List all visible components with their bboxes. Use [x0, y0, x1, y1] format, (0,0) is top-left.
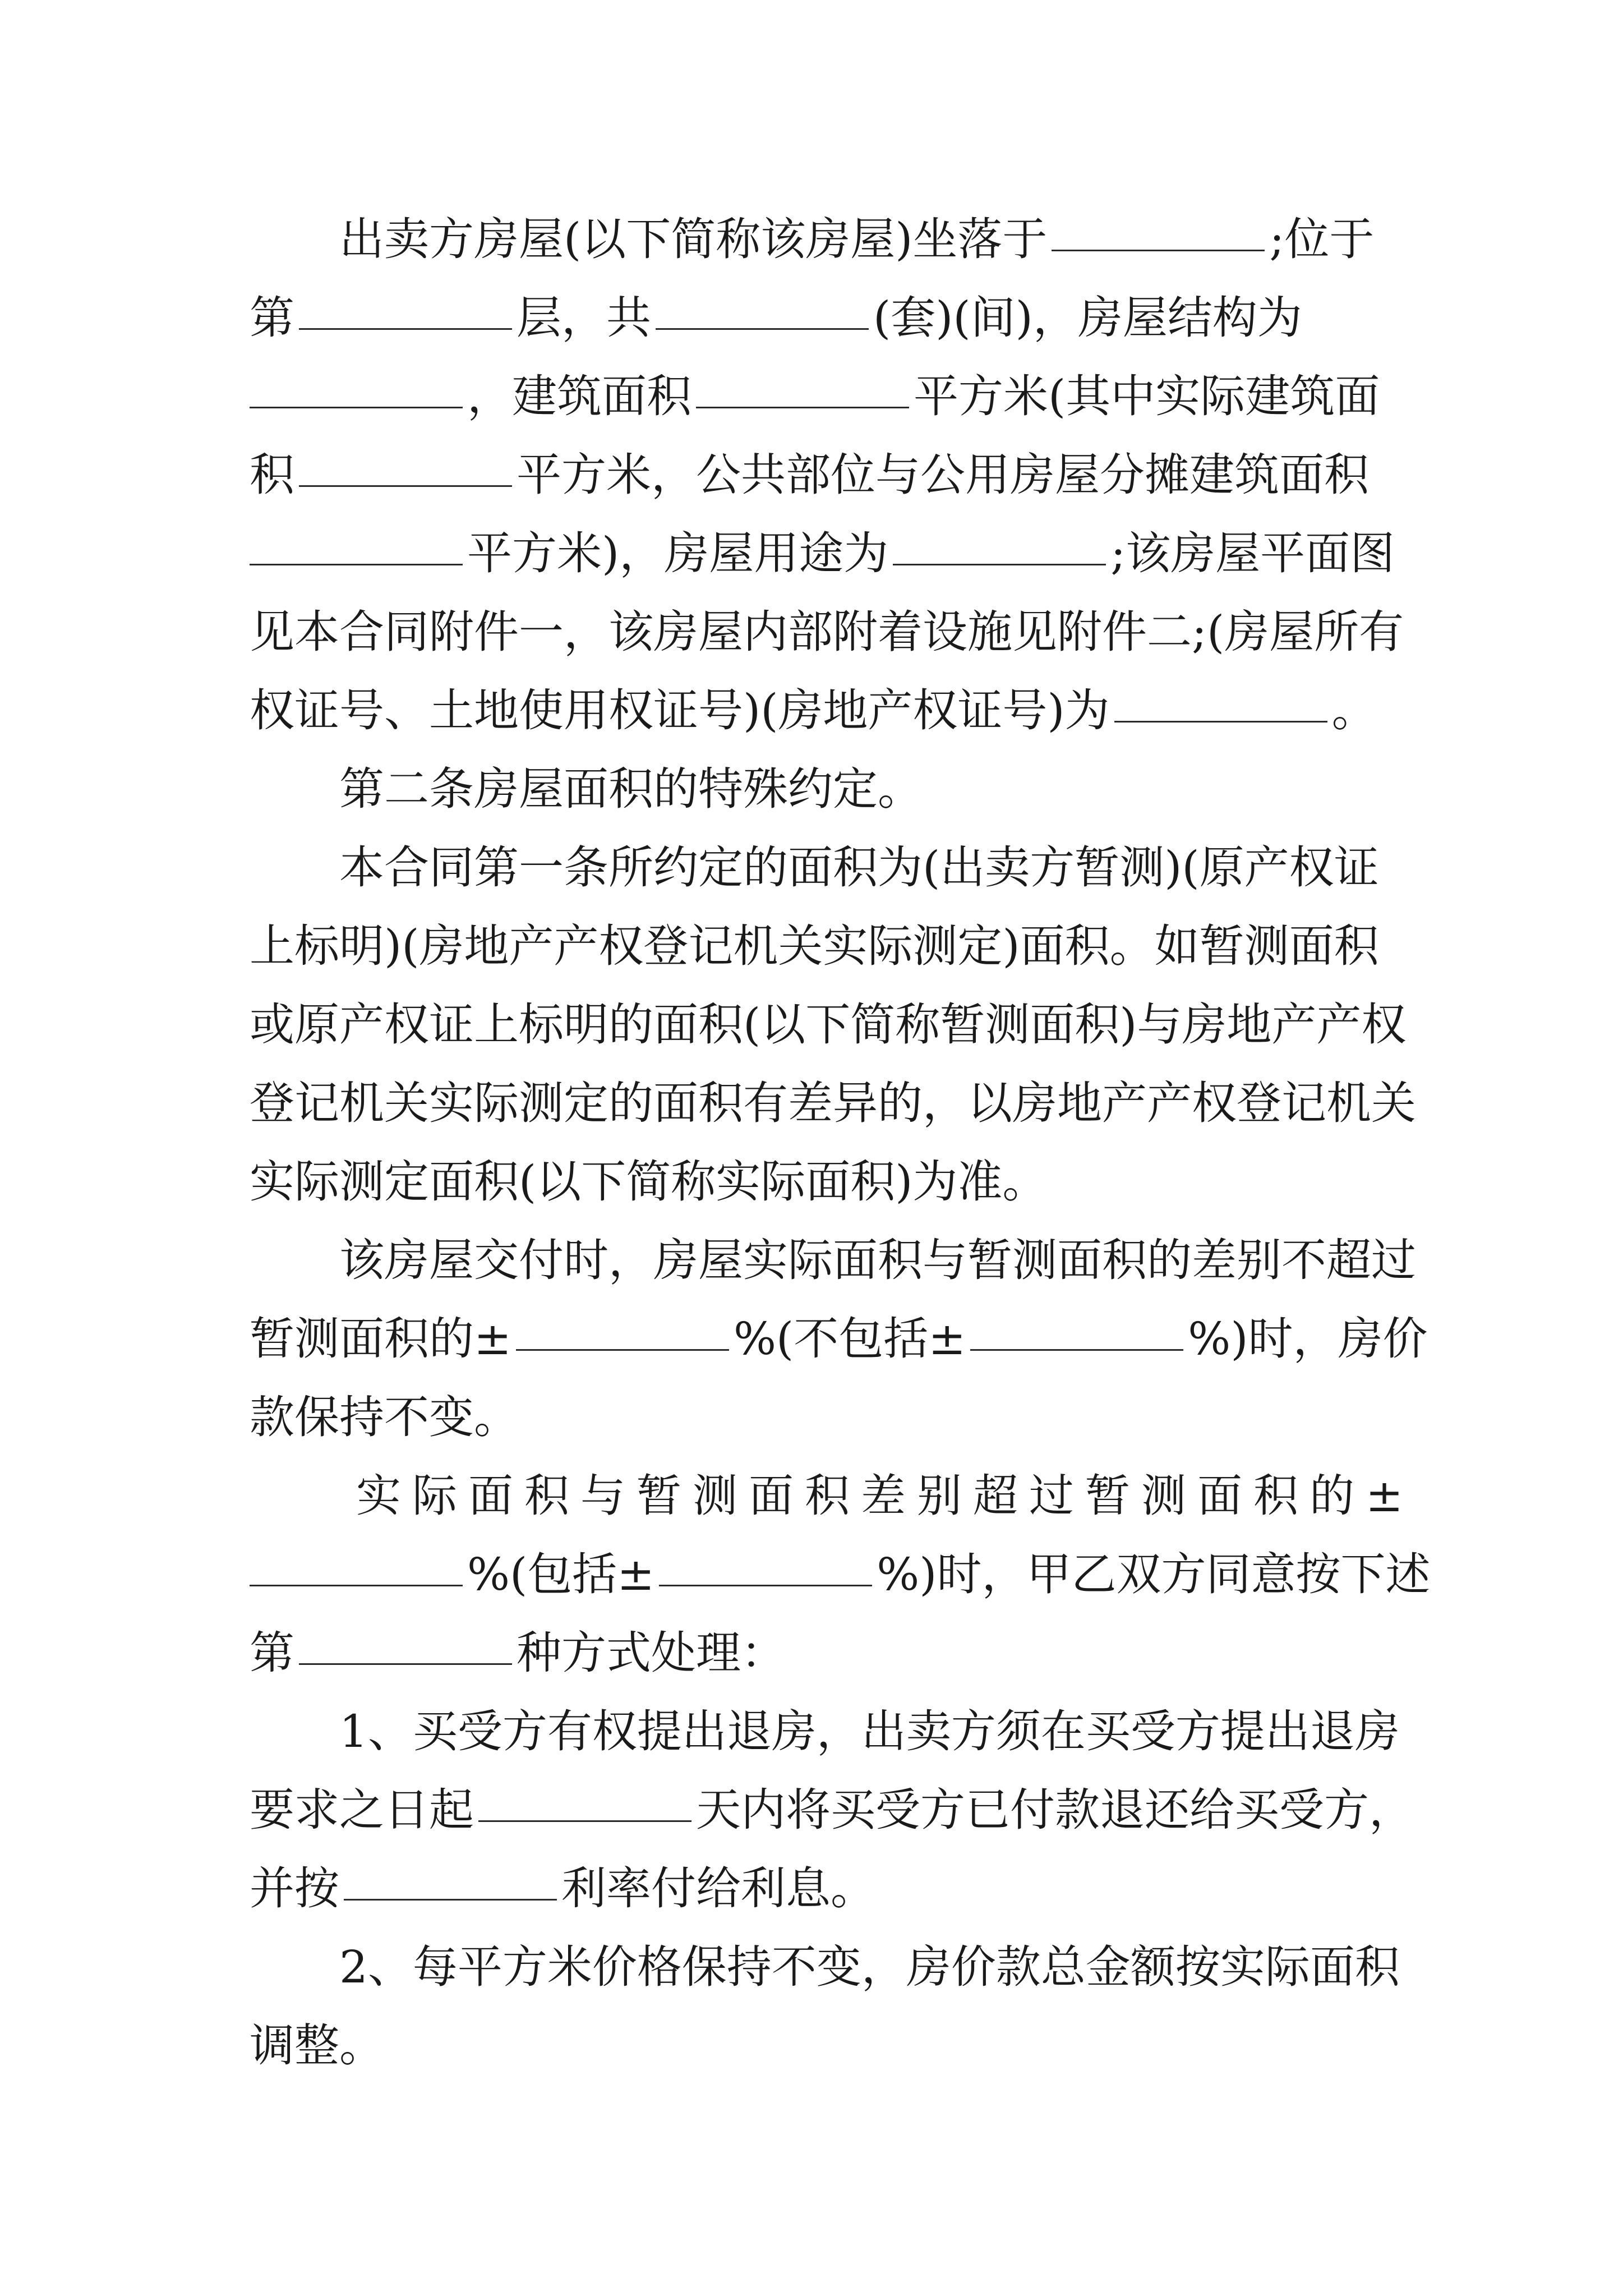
text: %)时，房价 — [1188, 1313, 1428, 1365]
text: 该房屋交付时，房屋实际面积与暂测面积的差别不超过 — [339, 1234, 1416, 1286]
fill-blank-building-area[interactable] — [696, 366, 909, 408]
p6-line-3 — [250, 1858, 1382, 1920]
text: 天内将买受方已付款退还给买受方， — [696, 1784, 1414, 1836]
text: ;位于 — [1269, 213, 1375, 265]
fill-blank-structure[interactable] — [250, 366, 463, 408]
p4-line-1 — [339, 1230, 1416, 1291]
text: 平方米)，房屋用途为 — [467, 527, 889, 579]
text: %(不包括± — [734, 1313, 966, 1365]
text: %)时，甲乙双方同意按下述 — [877, 1548, 1431, 1600]
text: 层，共 — [517, 292, 651, 344]
p1-line-6 — [250, 601, 1404, 663]
section-heading: 第二条房屋面积的特殊约定。 — [339, 763, 923, 815]
text: 上标明)(房地产产权登记机关实际测定)面积。如暂测面积 — [250, 920, 1379, 972]
text: 第 — [250, 292, 294, 344]
text: 见本合同附件一，该房屋内部附着设施见附件二;(房屋所有 — [250, 606, 1404, 658]
fill-blank-exceed-2[interactable] — [659, 1544, 872, 1586]
p5-line-2 — [250, 1544, 1431, 1605]
text: 并按 — [250, 1862, 339, 1915]
text: 2、每平方米价格保持不变，房价款总金额按实际面积 — [339, 1941, 1400, 1993]
text: 出卖方房屋(以下简称该房屋)坐落于 — [339, 213, 1048, 265]
text: 1、买受方有权提出退房，出卖方须在买受方提出退房 — [339, 1705, 1400, 1757]
p5-line-3 — [250, 1622, 1382, 1684]
text: 平方米(其中实际建筑面 — [914, 370, 1380, 422]
p1-line-7 — [250, 680, 1382, 742]
text: 款保持不变。 — [250, 1391, 519, 1443]
p4-line-2 — [250, 1308, 1428, 1370]
fill-blank-actual-area[interactable] — [299, 444, 512, 487]
fill-blank-method[interactable] — [299, 1622, 512, 1665]
fill-blank-exceed-1[interactable] — [250, 1544, 463, 1586]
fill-blank-tolerance-2[interactable] — [970, 1308, 1183, 1351]
text: 调整。 — [250, 2019, 384, 2072]
text: 实际测定面积(以下简称实际面积)为准。 — [250, 1156, 1048, 1208]
text: 种方式处理： — [517, 1627, 786, 1679]
fill-blank-floor[interactable] — [299, 287, 512, 330]
fill-blank-location[interactable] — [1052, 209, 1265, 251]
text: 暂测面积的± — [250, 1313, 512, 1365]
p4-line-3 — [250, 1387, 1382, 1448]
text: 实际面积与暂测面积差别超过暂测面积的± — [356, 1470, 1415, 1522]
text: %(包括± — [467, 1548, 655, 1600]
text: ，建筑面积 — [467, 370, 691, 422]
text: 平方米，公共部位与公用房屋分摊建筑面积 — [517, 449, 1369, 501]
text: 本合同第一条所约定的面积为(出卖方暂测)(原产权证 — [339, 841, 1379, 894]
text: 第 — [250, 1627, 294, 1679]
text: 权证号、土地使用权证号)(房地产权证号)为 — [250, 684, 1110, 737]
text: (套)(间)，房屋结构为 — [873, 292, 1302, 344]
fill-blank-units[interactable] — [656, 287, 869, 330]
text: 。 — [1331, 684, 1377, 737]
text: ;该房屋平面图 — [1110, 527, 1395, 579]
p5-line-1 — [356, 1465, 1415, 1527]
p6-line-1 — [339, 1701, 1400, 1763]
fill-blank-certificate-no[interactable] — [1114, 680, 1327, 723]
p3-line-2 — [250, 915, 1382, 977]
p1-line-5 — [250, 523, 1395, 585]
text: 要求之日起 — [250, 1784, 474, 1836]
p2-line-1 — [339, 758, 1382, 820]
p1-line-1 — [339, 209, 1382, 270]
fill-blank-interest-rate[interactable] — [344, 1858, 557, 1901]
p3-line-5 — [250, 1151, 1382, 1213]
p6-line-2 — [250, 1779, 1414, 1841]
p1-line-2 — [250, 287, 1382, 349]
text: 或原产权证上标明的面积(以下简称暂测面积)与房地产产权 — [250, 999, 1407, 1051]
text: 积 — [250, 449, 294, 501]
fill-blank-usage[interactable] — [893, 523, 1106, 565]
p1-line-3 — [250, 366, 1382, 427]
text: 登记机关实际测定的面积有差异的，以房地产产权登记机关 — [250, 1077, 1416, 1129]
text: 利率付给利息。 — [561, 1862, 875, 1915]
fill-blank-shared-area[interactable] — [250, 523, 463, 565]
p7-line-1 — [339, 1936, 1400, 1998]
p3-line-1 — [339, 837, 1382, 899]
p3-line-3 — [250, 994, 1407, 1056]
fill-blank-days[interactable] — [478, 1779, 691, 1822]
p1-line-4 — [250, 444, 1382, 506]
p7-line-2 — [250, 2015, 1382, 2077]
p3-line-4 — [250, 1073, 1416, 1134]
fill-blank-tolerance-1[interactable] — [516, 1308, 729, 1351]
